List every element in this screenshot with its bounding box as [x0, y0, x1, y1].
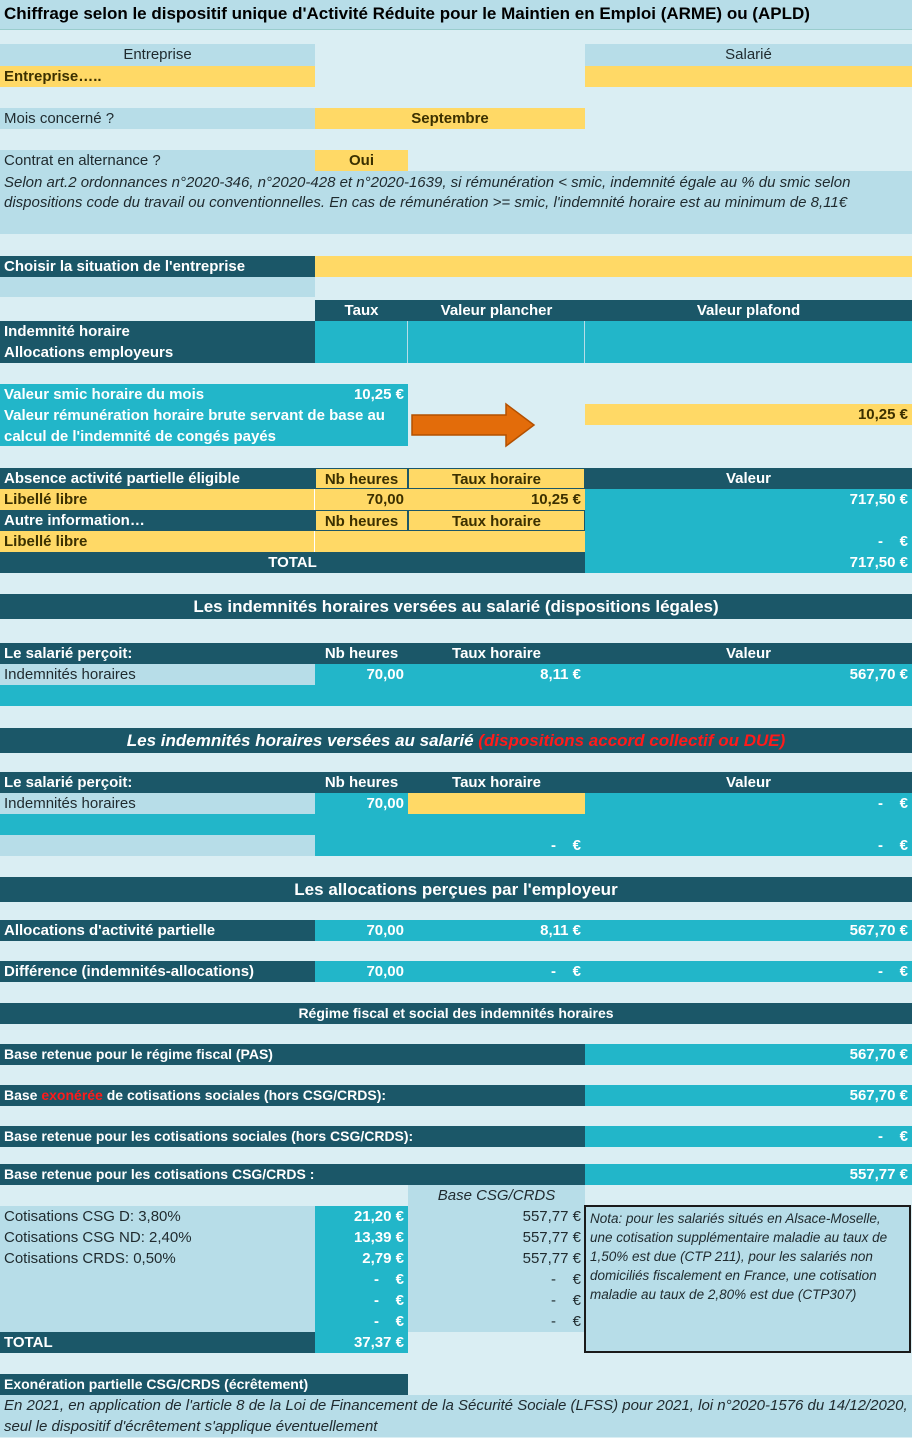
collectif-row-nb: 70,00	[315, 793, 408, 814]
absence-col-valeur: Valeur	[585, 468, 912, 489]
col-plancher: Valeur plancher	[408, 300, 585, 321]
indemnite-taux	[315, 321, 408, 342]
csg-row-base: 557,77 €	[522, 1208, 581, 1225]
absence-row1-label[interactable]: Libellé libre	[0, 489, 315, 510]
mois-select[interactable]: Septembre	[315, 108, 585, 129]
csg-base-label: Base retenue pour les cotisations CSG/CRDS :	[0, 1164, 585, 1185]
allocations-plafond	[585, 342, 912, 363]
pas-label: Base retenue pour le régime fiscal (PAS)	[0, 1044, 585, 1065]
legal-col-valeur: Valeur	[585, 643, 912, 664]
collectif-col-nb: Nb heures	[315, 772, 408, 793]
csg-row-label: Cotisations CSG ND: 2,40%	[4, 1229, 192, 1246]
csg-row-base: 557,77 €	[522, 1229, 581, 1246]
arrow-right-icon	[410, 402, 538, 448]
csg-row-amount: 2,79 €	[362, 1250, 404, 1267]
smic-note: Selon art.2 ordonnances n°2020-346, n°2020-428 et n°2020-1639, si rémunération < smic, indemnité égale au % du smic selon dispositions code du travail ou conventionnelles. En cas de rémunération >= smic, l'indemnité horaire est au minimum de 8,11€	[0, 171, 912, 234]
absence-col-nb: Nb heures	[315, 468, 408, 489]
alternance-label: Contrat en alternance ?	[0, 150, 315, 171]
smic-label: Valeur smic horaire du mois	[4, 386, 205, 403]
col-plafond: Valeur plafond	[585, 300, 912, 321]
legal-row-nb: 70,00	[315, 664, 408, 685]
legal-col-taux: Taux horaire	[408, 643, 585, 664]
exo-label-highlight: exonérée	[41, 1087, 103, 1103]
employeur-heading: Les allocations perçues par l'employeur	[0, 877, 912, 902]
absence-row2-input[interactable]	[315, 531, 585, 552]
remuneration-label: Valeur rémunération horaire brute servant de base au calcul de l'indemnité de congés payés	[4, 407, 385, 445]
csg-row-amount: - €	[373, 1292, 404, 1309]
allocations-taux	[315, 342, 408, 363]
alternance-select[interactable]: Oui	[315, 150, 408, 171]
salarie-header: Salarié	[585, 44, 912, 66]
csg-row-amount: - €	[373, 1313, 404, 1330]
difference-label: Différence (indemnités-allocations)	[0, 961, 315, 982]
entreprise-input[interactable]: Entreprise…..	[0, 66, 315, 87]
absence-row1-taux[interactable]: 10,25 €	[408, 489, 585, 510]
indemnite-horaire-label: Indemnité horaire	[0, 321, 315, 342]
autre-col-nb: Nb heures	[315, 510, 408, 531]
allocations-activite-taux: 8,11 €	[408, 920, 585, 941]
allocations-activite-valeur: 567,70 €	[585, 920, 912, 941]
ecretement-label: Exonération partielle CSG/CRDS (écrêtement)	[0, 1374, 408, 1395]
collectif-col-valeur: Valeur	[585, 772, 912, 793]
allocations-employeurs-label: Allocations employeurs	[0, 342, 315, 363]
collectif-sum-valeur: - €	[585, 835, 912, 856]
legal-heading: Les indemnités horaires versées au salarié (dispositions légales)	[0, 594, 912, 619]
csg-row-base: 557,77 €	[522, 1250, 581, 1267]
csg-row-base: - €	[550, 1271, 581, 1288]
legal-row-label: Indemnités horaires	[0, 664, 315, 685]
csg-row-amount: 13,39 €	[353, 1229, 404, 1246]
situation-select[interactable]	[315, 256, 912, 277]
legal-spacer	[0, 685, 912, 706]
legal-col-label: Le salarié perçoit:	[0, 643, 315, 664]
legal-row-valeur: 567,70 €	[585, 664, 912, 685]
collectif-heading	[0, 728, 912, 753]
absence-total-label: TOTAL	[0, 552, 585, 573]
collectif-sum-label	[0, 835, 315, 856]
csg-row-base: - €	[550, 1292, 581, 1309]
csg-col-base: Base CSG/CRDS	[408, 1185, 585, 1206]
csg-row-base: - €	[550, 1313, 581, 1330]
csg-row-amount: 21,20 €	[353, 1208, 404, 1225]
difference-taux: - €	[408, 961, 585, 982]
pas-value: 567,70 €	[585, 1044, 912, 1065]
autre-col-taux: Taux horaire	[408, 510, 585, 531]
collectif-taux-input[interactable]	[408, 793, 585, 814]
exo-label-part3: de cotisations sociales (hors CSG/CRDS):	[102, 1087, 387, 1103]
coti-label: Base retenue pour les cotisations sociales (hors CSG/CRDS):	[0, 1126, 585, 1147]
csg-total-label: TOTAL	[0, 1332, 315, 1353]
allocations-plancher	[408, 342, 585, 363]
collectif-row-valeur: - €	[585, 793, 912, 814]
indemnite-plafond	[585, 321, 912, 342]
absence-row1-valeur: 717,50 €	[849, 491, 908, 508]
csg-row-label: Cotisations CRDS: 0,50%	[4, 1250, 176, 1267]
collectif-sum-taux: - €	[315, 835, 585, 856]
absence-col-taux: Taux horaire	[408, 468, 585, 489]
absence-row2-label[interactable]: Libellé libre	[0, 531, 315, 552]
situation-label: Choisir la situation de l'entreprise	[0, 256, 315, 277]
exo-label-part1: Base	[4, 1087, 42, 1103]
collectif-col-taux: Taux horaire	[408, 772, 585, 793]
coti-value: - €	[585, 1126, 912, 1147]
collectif-heading-highlight: (dispositions accord collectif ou DUE)	[478, 731, 786, 750]
collectif-row-label: Indemnités horaires	[0, 793, 315, 814]
difference-valeur: - €	[585, 961, 912, 982]
regime-heading: Régime fiscal et social des indemnités horaires	[0, 1003, 912, 1024]
absence-label: Absence activité partielle éligible	[0, 468, 315, 489]
allocations-activite-label: Allocations d'activité partielle	[0, 920, 315, 941]
absence-row2-valeur: - €	[877, 533, 908, 550]
nota-box: Nota: pour les salariés situés en Alsace-Moselle, une cotisation supplémentaire maladie au taux de 1,50% est due (CTP 211), pour les salariés non domiciliés fiscalement en France, une cotisation maladie au taux de 2,80% est due (CTP307)	[584, 1205, 911, 1353]
csg-row-label: Cotisations CSG D: 3,80%	[4, 1208, 181, 1225]
salarie-input[interactable]	[585, 66, 912, 87]
ecretement-text: En 2021, en application de l'article 8 de la Loi de Financement de la Sécurité Sociale (LFSS) pour 2021, loi n°2020-1576 du 14/12/2020, seul le dispositif d'écrêtement s'applique éventuellement	[0, 1395, 912, 1437]
allocations-activite-nb: 70,00	[315, 920, 408, 941]
csg-base-value: 557,77 €	[585, 1164, 912, 1185]
autre-info-label: Autre information…	[0, 510, 315, 531]
col-taux: Taux	[315, 300, 408, 321]
indemnite-plancher	[408, 321, 585, 342]
absence-row1-nb[interactable]: 70,00	[315, 489, 408, 510]
collectif-spacer	[0, 814, 912, 835]
absence-total-valeur: 717,50 €	[585, 552, 912, 573]
legal-row-taux: 8,11 €	[408, 664, 585, 685]
remuneration-input[interactable]: 10,25 €	[585, 404, 912, 425]
smic-value: 10,25 €	[353, 386, 404, 403]
collectif-col-label: Le salarié perçoit:	[0, 772, 315, 793]
difference-nb: 70,00	[315, 961, 408, 982]
legal-col-nb: Nb heures	[315, 643, 408, 664]
situation-spacer	[0, 277, 315, 297]
csg-total-value: 37,37 €	[315, 1332, 408, 1353]
mois-label: Mois concerné ?	[0, 108, 315, 129]
exo-value: 567,70 €	[585, 1085, 912, 1106]
collectif-heading-text: Les indemnités horaires versées au salarié	[126, 731, 474, 750]
entreprise-header: Entreprise	[0, 44, 315, 66]
exo-label	[0, 1085, 585, 1106]
csg-row-amount: - €	[373, 1271, 404, 1288]
page-title: Chiffrage selon le dispositif unique d'Activité Réduite pour le Maintien en Emploi (ARME) ou (APLD)	[0, 0, 912, 30]
